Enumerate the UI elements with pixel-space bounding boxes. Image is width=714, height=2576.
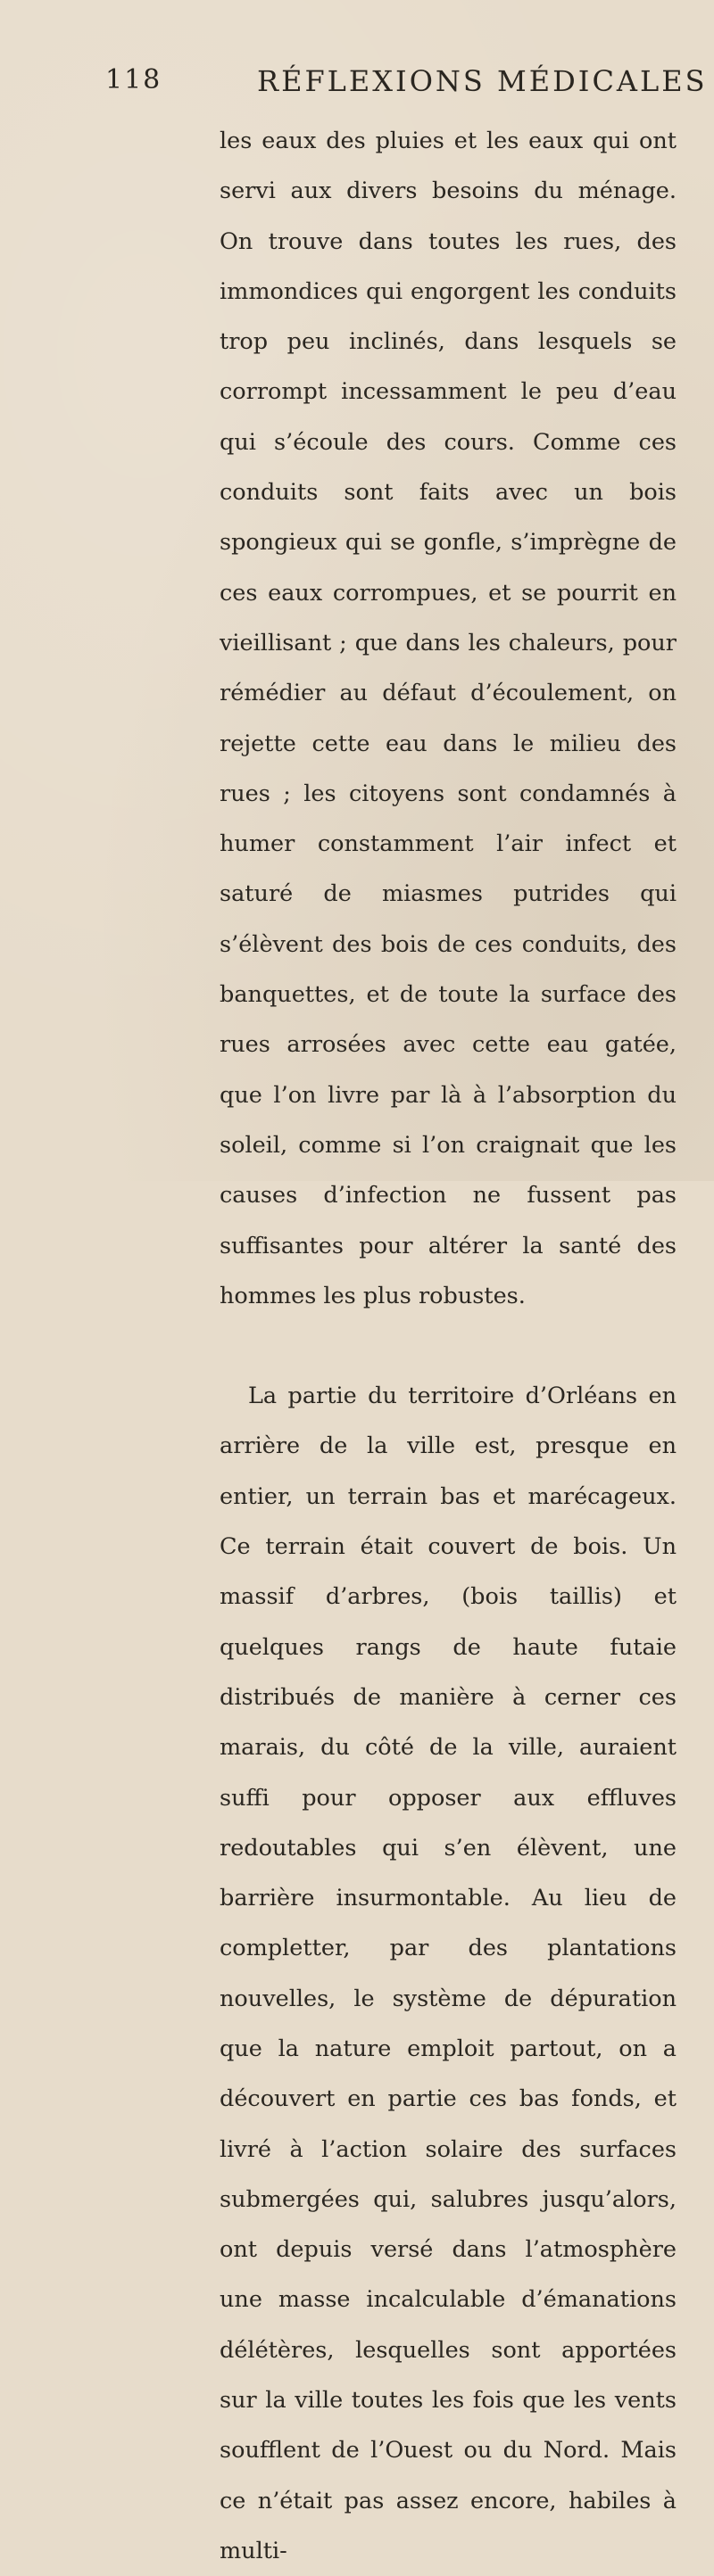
body-text <box>220 116 677 2576</box>
paragraph: les eaux des pluies et les eaux qui ont servi aux divers besoins du ménage. On trouve dans toutes les rues, des immondices qui engorgent les conduits trop peu inclinés, dans lesquels se corrompt incessamment le peu d’eau qui s’écoule des cours. Comme ces conduits sont faits avec un bois spongieux qui se gonfle, s’imprègne de ces eaux corrompues, et se pourrit en vieillisant ; que dans les chaleurs, pour rémédier au défaut d’écoulement, on rejette cette eau dans le milieu des rues ; les citoyens sont condamnés à humer constamment l’air infect et saturé de miasmes putrides qui s’élèvent des bois de ces conduits, des banquettes, et de toute la surface des rues arrosées avec cette eau gatée, que l’on livre par là à l’absorption du soleil, comme si l’on craignait que les causes d’infection ne fussent pas suffisantes pour altérer la santé des hommes les plus robustes. <box>220 128 677 1309</box>
page-number: 118 <box>105 64 162 95</box>
paragraph: La partie du territoire d’Orléans en arrière de la ville est, presque en entier, un terrain bas et marécageux. Ce terrain était couvert de bois. Un massif d’arbres, (bois taillis) et quelques rangs de haute futaie distribués de manière à cerner ces marais, du côté de la ville, auraient suffi pour opposer aux effluves redoutables qui s’en élèvent, une barrière insurmontable. Au lieu de completter, par des plantations nouvelles, le système de dépuration que la nature emploit partout, on a découvert en partie ces bas fonds, et livré à l’action solaire des surfaces submergées qui, salubres jusqu’alors, ont depuis versé dans l’atmosphère une masse incalculable d’émanations délétères, lesquelles sont apportées sur la ville toutes les fois que les vents soufflent de l’Ouest ou du Nord. Mais ce n’était pas assez encore, habiles à multi- <box>220 1383 677 2564</box>
running-title: RÉFLEXIONS MÉDICALES <box>257 64 708 98</box>
running-head <box>105 64 708 100</box>
